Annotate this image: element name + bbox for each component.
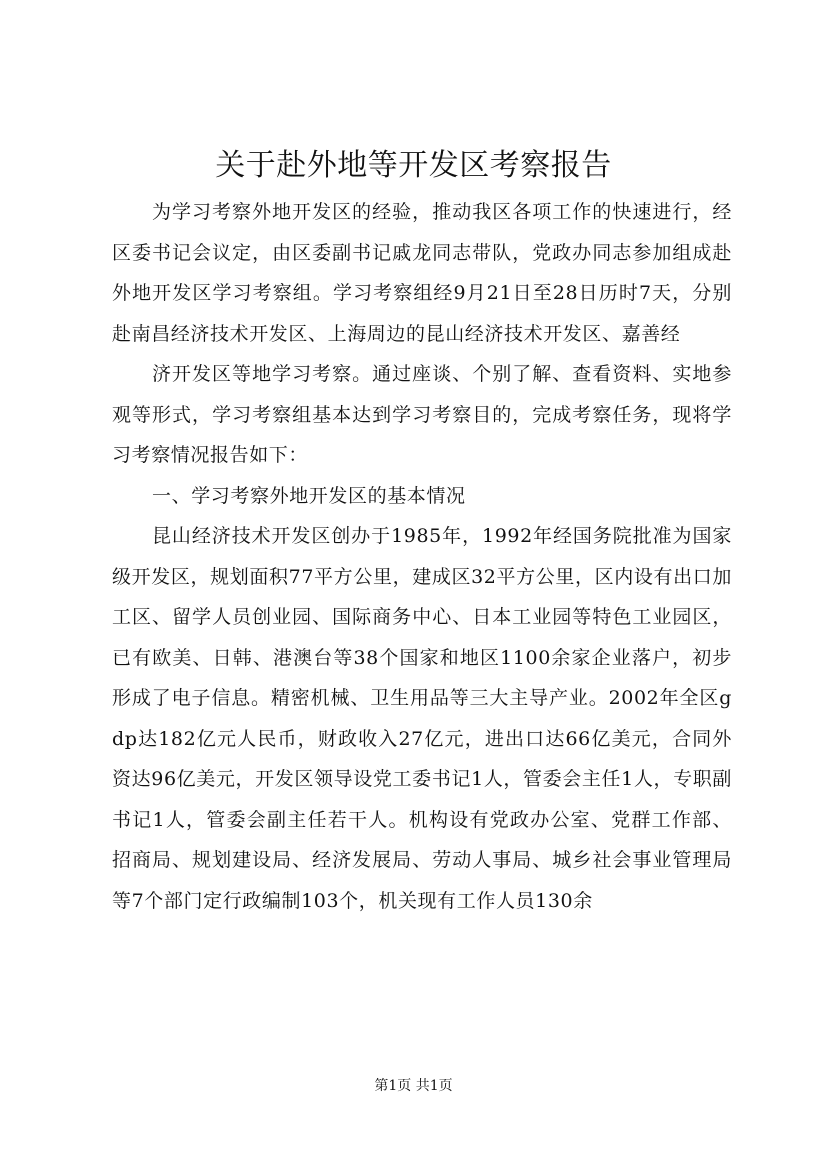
document-title: 关于赴外地等开发区考察报告 (215, 148, 612, 183)
page-number-label: 第1页 共1页 (374, 1078, 453, 1094)
paragraph-1: 为学习考察外地开发区的经验，推动我区各项工作的快速进行，经区委书记会议定，由区委副书记戚龙同志带队，党政办同志参加组成赴外地开发区学习考察组。学习考察组经9月21日至28日历时7天，分别赴南昌经济技术开发区、上海周边的昆山经济技术开发区、嘉善经 (112, 201, 732, 345)
document-body (112, 192, 732, 921)
paragraph-2: 济开发区等地学习考察。通过座谈、个别了解、查看资料、实地参观等形式，学习考察组基本达到学习考察目的，完成考察任务，现将学习考察情况报告如下： (112, 363, 732, 466)
paragraph-3: 昆山经济技术开发区创办于1985年，1992年经国务院批准为国家级开发区，规划面积77平方公里，建成区32平方公里，区内设有出口加工区、留学人员创业园、国际商务中心、日本工业园等特色工业园区，已有欧美、日韩、港澳台等38个国家和地区1100余家企业落户，初步形成了电子信息。精密机械、卫生用品等三大主导产业。2002年全区gdp达182亿元人民币，财政收入27亿元，进出口达66亿美元，合同外资达96亿美元，开发区领导设党工委书记1人，管委会主任1人，专职副书记1人，管委会副主任若干人。机构设有党政办公室、党群工作部、招商局、规划建设局、经济发展局、劳动人事局、城乡社会事业管理局等7个部门定行政编制103个，机关现有工作人员130余 (112, 525, 732, 912)
page-footer (0, 1076, 827, 1096)
section-heading: 一、学习考察外地开发区的基本情况 (152, 484, 466, 507)
